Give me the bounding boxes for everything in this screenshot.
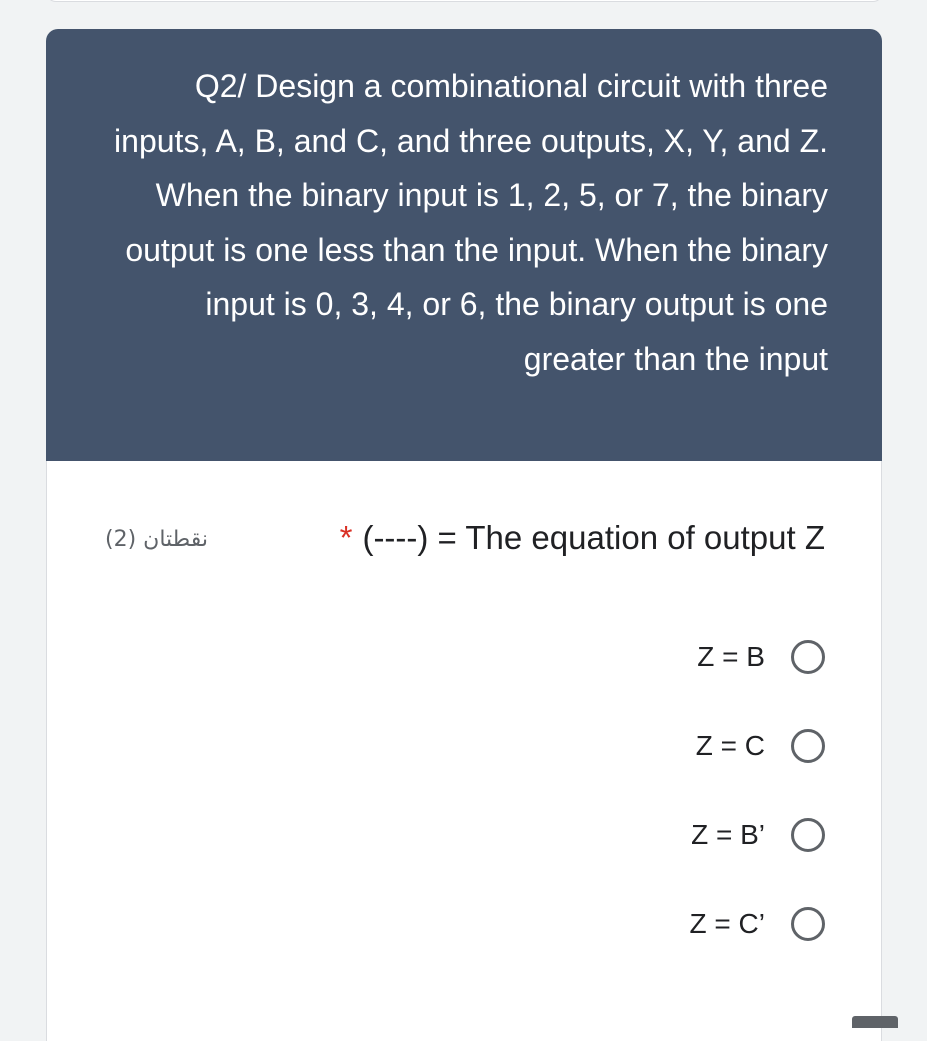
option-z-equals-b[interactable] [697,635,825,679]
section-description: Q2/ Design a combinational circuit with three inputs, A, B, and C, and three outputs, X, Y, and Z. When the binary input is 1, 2, 5, or 7, the binary output is one less than the input. When the binary input is 0, 3, 4, or 6, the binary output is one greater than the input [114,68,828,377]
option-label: Z = B’ [691,819,765,850]
option-label: Z = B [697,641,765,672]
question-points: نقطتان (2) [105,527,208,552]
scroll-indicator[interactable] [852,1016,898,1028]
radio-button[interactable] [791,907,825,941]
radio-button[interactable] [791,640,825,674]
option-label: Z = C [695,730,765,761]
previous-card-edge [46,0,883,2]
radio-button[interactable] [791,729,825,763]
radio-button[interactable] [791,818,825,852]
option-label: Z = C’ [689,908,765,939]
section-description-card [46,29,882,461]
option-z-equals-c[interactable] [696,724,825,768]
question-title [340,519,825,557]
option-z-equals-b-prime[interactable] [691,813,825,857]
question-title-text: (----) = The equation of output Z [362,519,825,556]
option-z-equals-c-prime[interactable] [690,902,825,946]
required-asterisk: * [339,519,353,556]
question-card [46,461,882,1041]
